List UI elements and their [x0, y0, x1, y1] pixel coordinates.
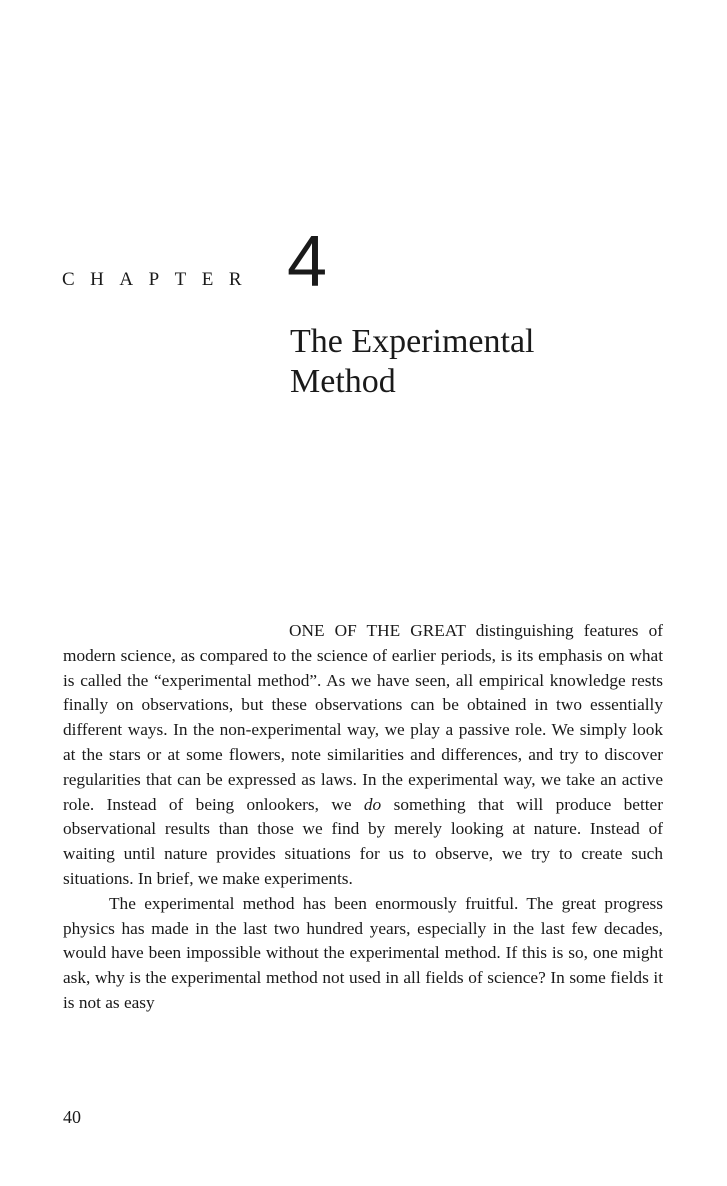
chapter-label: CHAPTER	[62, 269, 258, 290]
paragraph-1	[63, 619, 663, 892]
paragraph-2: The experimental method has been enormously fruitful. The great progress physics has made in the last two hundred years, especially in the last few decades, would have been impossible without the experimental method. If this is so, one might ask, why is the experimental method not used in all fields of science? In some fields it is not as easy	[63, 893, 663, 1012]
paragraph-1-emphasis: do	[363, 794, 382, 814]
page-number: 40	[63, 1107, 81, 1127]
paragraph-1-lead: ONE OF THE GREAT	[289, 621, 466, 640]
chapter-title	[290, 322, 690, 402]
chapter-title-line-1: The Experimental	[290, 323, 535, 360]
chapter-number: 4	[287, 222, 328, 302]
paragraph-1-text-a: distinguishing features of modern science, as compared to the science of earlier periods, is its emphasis on what is called the “experimental method”. As we have seen, all empirical knowledge rests finally on observations, but these observations can be obtained in two essentially different ways. In the non-experimental way, we play a passive role. We simply look at the stars or at some flowers, note similarities and differences, and try to discover regularities that can be expressed as laws. In the experimental way, we take an active role. Instead of being onlookers, we	[63, 621, 663, 814]
body-text	[63, 619, 663, 1016]
chapter-title-line-2: Method	[290, 363, 396, 400]
paragraph-1-text-b: something that will produce better observational results than those we find by merely looking at nature. Instead of waiting until nature provides situations for us to observe, we try to create such situations. In brief, we make experiments.	[63, 794, 663, 888]
